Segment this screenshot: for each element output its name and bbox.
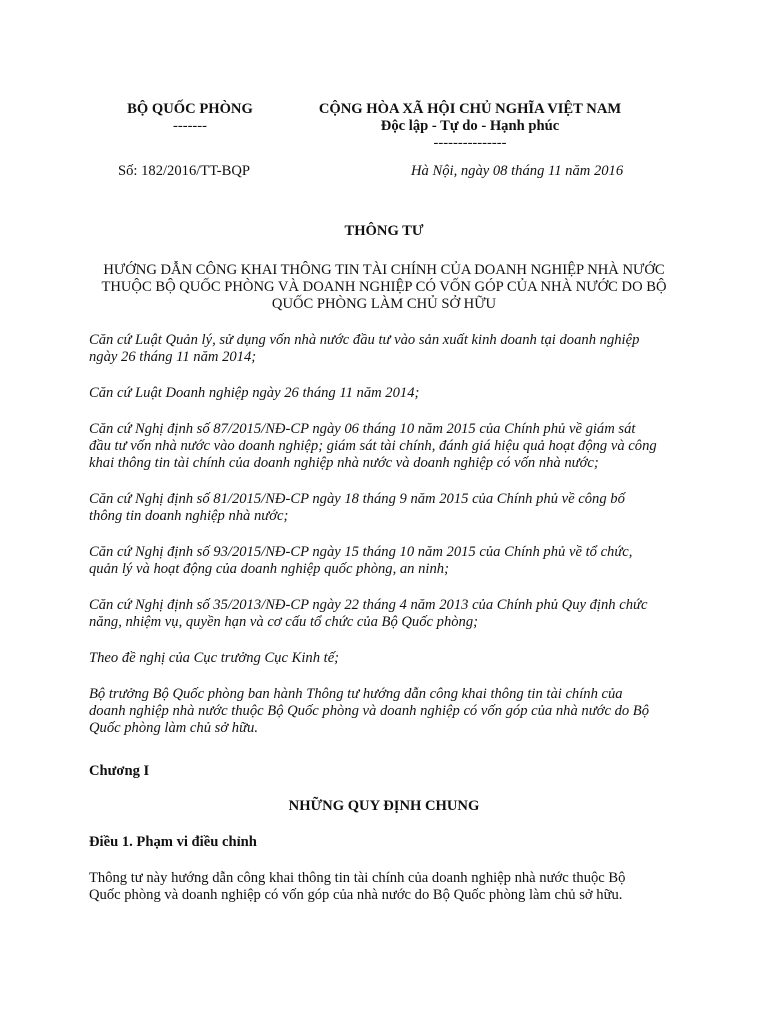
paragraph-line: quản lý và hoạt động của doanh nghiệp quốc phòng, an ninh; [89, 561, 449, 577]
document-subject [88, 262, 680, 313]
subject-line: HƯỚNG DẪN CÔNG KHAI THÔNG TIN TÀI CHÍNH CỦA DOANH NGHIỆP NHÀ NƯỚC [103, 262, 665, 278]
agency-name: BỘ QUỐC PHÒNG [127, 101, 253, 117]
paragraph-line: Căn cứ Nghị định số 93/2015/NĐ-CP ngày 15 tháng 10 năm 2015 của Chính phủ về tổ chức, [89, 544, 633, 560]
preamble-paragraph [89, 597, 689, 631]
paragraph-line: Theo đề nghị của Cục trưởng Cục Kinh tế; [89, 650, 340, 666]
paragraph-line: năng, nhiệm vụ, quyền hạn và cơ cấu tổ chức của Bộ Quốc phòng; [89, 614, 479, 630]
subject-line: THUỘC BỘ QUỐC PHÒNG VÀ DOANH NGHIỆP CÓ VỐN GÓP CỦA NHÀ NƯỚC DO BỘ [101, 279, 667, 295]
paragraph-line: Căn cứ Nghị định số 81/2015/NĐ-CP ngày 18 tháng 9 năm 2015 của Chính phủ về công bố [89, 491, 625, 507]
paragraph-line: ngày 26 tháng 11 năm 2014; [89, 349, 257, 365]
paragraph-line: Quốc phòng và doanh nghiệp có vốn góp của nhà nước do Bộ Quốc phòng làm chủ sở hữu. [89, 887, 623, 903]
chapter-title: NHỮNG QUY ĐỊNH CHUNG [288, 798, 480, 814]
agency-rule: ------- [172, 118, 208, 134]
chapter-label: Chương I [89, 763, 150, 779]
nation-name: CỘNG HÒA XÃ HỘI CHỦ NGHĨA VIỆT NAM [318, 101, 622, 117]
paragraph-line: doanh nghiệp nhà nước thuộc Bộ Quốc phòng và doanh nghiệp có vốn góp của nhà nước do Bộ [89, 703, 650, 719]
preamble-paragraph [89, 332, 689, 366]
national-header [300, 101, 640, 152]
subject-line: QUỐC PHÒNG LÀM CHỦ SỞ HỮU [271, 296, 497, 312]
preamble [89, 332, 689, 756]
paragraph-line: Thông tư này hướng dẫn công khai thông tin tài chính của doanh nghiệp nhà nước thuộc Bộ [89, 870, 626, 886]
paragraph-line: Căn cứ Luật Doanh nghiệp ngày 26 tháng 11 năm 2014; [89, 385, 420, 401]
preamble-paragraph [89, 421, 689, 472]
paragraph-line: Căn cứ Luật Quản lý, sử dụng vốn nhà nước đầu tư vào sản xuất kinh doanh tại doanh nghiệp [89, 332, 640, 348]
preamble-paragraph [89, 650, 689, 667]
place-date: Hà Nội, ngày 08 tháng 11 năm 2016 [411, 163, 624, 179]
preamble-paragraph [89, 544, 689, 578]
motto-rule: --------------- [433, 135, 507, 151]
article-body [89, 870, 625, 904]
paragraph-line: Quốc phòng làm chủ sở hữu. [89, 720, 258, 736]
agency-header [110, 101, 270, 135]
paragraph-line: Bộ trưởng Bộ Quốc phòng ban hành Thông tư hướng dẫn công khai thông tin tài chính của [89, 686, 623, 702]
document-number: Số: 182/2016/TT-BQP [118, 163, 251, 179]
paragraph-line: Căn cứ Nghị định số 35/2013/NĐ-CP ngày 22 tháng 4 năm 2013 của Chính phủ Quy định chức [89, 597, 648, 613]
paragraph-line: Căn cứ Nghị định số 87/2015/NĐ-CP ngày 06 tháng 10 năm 2015 của Chính phủ về giám sát [89, 421, 636, 437]
paragraph-line: thông tin doanh nghiệp nhà nước; [89, 508, 289, 524]
paragraph-line: đầu tư vốn nhà nước vào doanh nghiệp; giám sát tài chính, đánh giá hiệu quả hoạt động và công [89, 438, 657, 454]
preamble-paragraph [89, 686, 689, 737]
preamble-paragraph [89, 385, 689, 402]
document-type: THÔNG TƯ [344, 223, 424, 239]
national-motto: Độc lập - Tự do - Hạnh phúc [380, 118, 560, 134]
article-heading: Điều 1. Phạm vi điều chỉnh [89, 834, 257, 850]
preamble-paragraph [89, 491, 689, 525]
paragraph-line: khai thông tin tài chính của doanh nghiệp nhà nước và doanh nghiệp có vốn nhà nước; [89, 455, 599, 471]
